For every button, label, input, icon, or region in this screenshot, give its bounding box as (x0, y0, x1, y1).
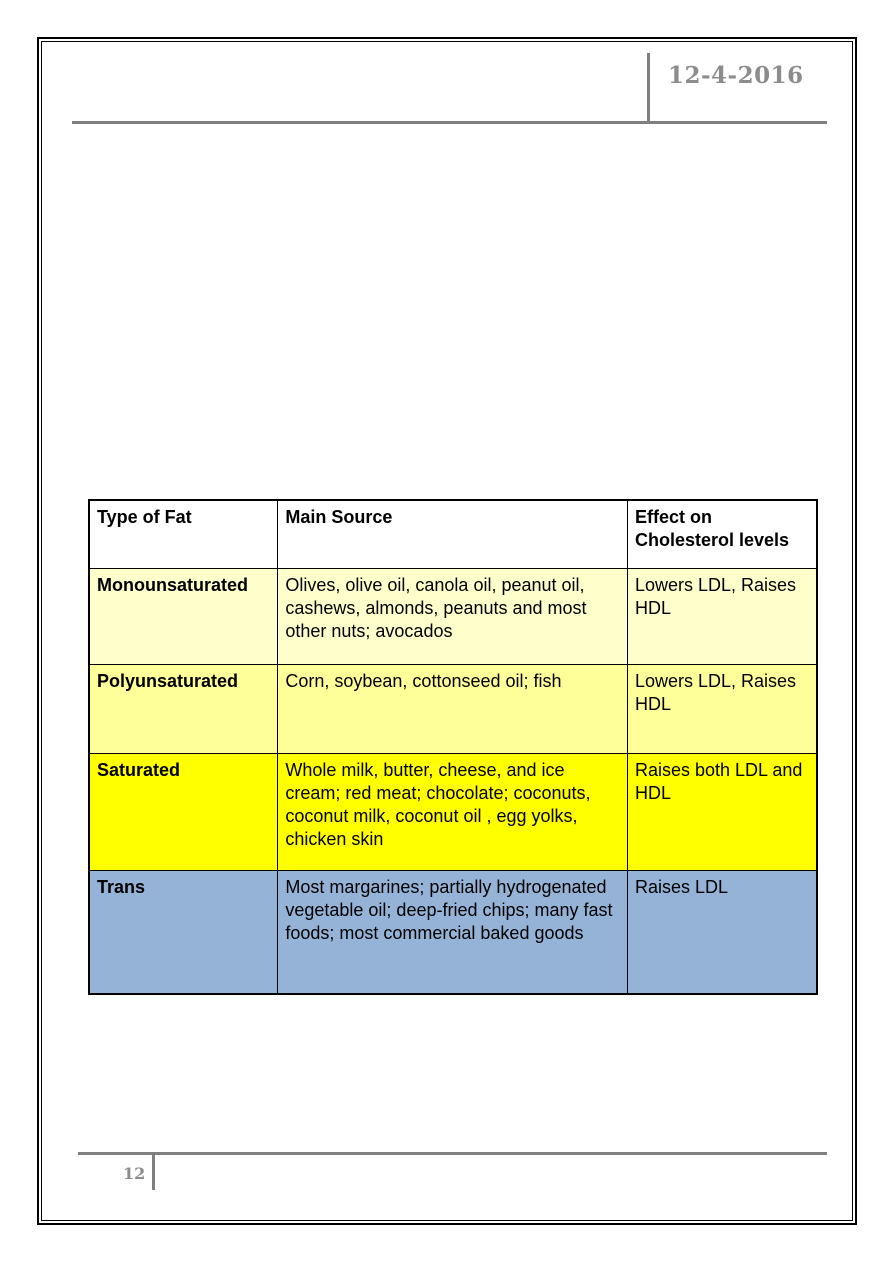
main-source-cell: Whole milk, butter, cheese, and ice cream; red meat; chocolate; coconuts, coconut milk, coconut oil , egg yolks, chicken skin (278, 753, 628, 870)
column-header-source: Main Source (278, 500, 628, 568)
fat-type-cell: Polyunsaturated (89, 664, 278, 753)
header-separator (647, 53, 650, 123)
cholesterol-effect-cell: Lowers LDL, Raises HDL (627, 664, 817, 753)
footer-separator (152, 1154, 155, 1190)
main-source-cell: Olives, olive oil, canola oil, peanut oil, cashews, almonds, peanuts and most other nuts; avocados (278, 568, 628, 664)
table-row (89, 568, 817, 664)
fat-type-cell: Saturated (89, 753, 278, 870)
fat-type-cell: Monounsaturated (89, 568, 278, 664)
column-header-type: Type of Fat (89, 500, 278, 568)
column-header-effect: Effect on Cholesterol levels (627, 500, 817, 568)
cholesterol-effect-cell: Raises both LDL and HDL (627, 753, 817, 870)
fat-types-table (88, 499, 818, 995)
cholesterol-effect-cell: Lowers LDL, Raises HDL (627, 568, 817, 664)
main-source-cell: Most margarines; partially hydrogenated vegetable oil; deep-fried chips; many fast foods; most commercial baked goods (278, 870, 628, 994)
footer-rule (78, 1152, 827, 1155)
table-header-row (89, 500, 817, 568)
page-number: 12 (123, 1164, 146, 1183)
header-rule (72, 121, 827, 124)
fat-type-cell: Trans (89, 870, 278, 994)
header-date: 12-4-2016 (668, 62, 804, 89)
table-row (89, 664, 817, 753)
main-source-cell: Corn, soybean, cottonseed oil; fish (278, 664, 628, 753)
cholesterol-effect-cell: Raises LDL (627, 870, 817, 994)
table-row (89, 753, 817, 870)
table-row (89, 870, 817, 994)
